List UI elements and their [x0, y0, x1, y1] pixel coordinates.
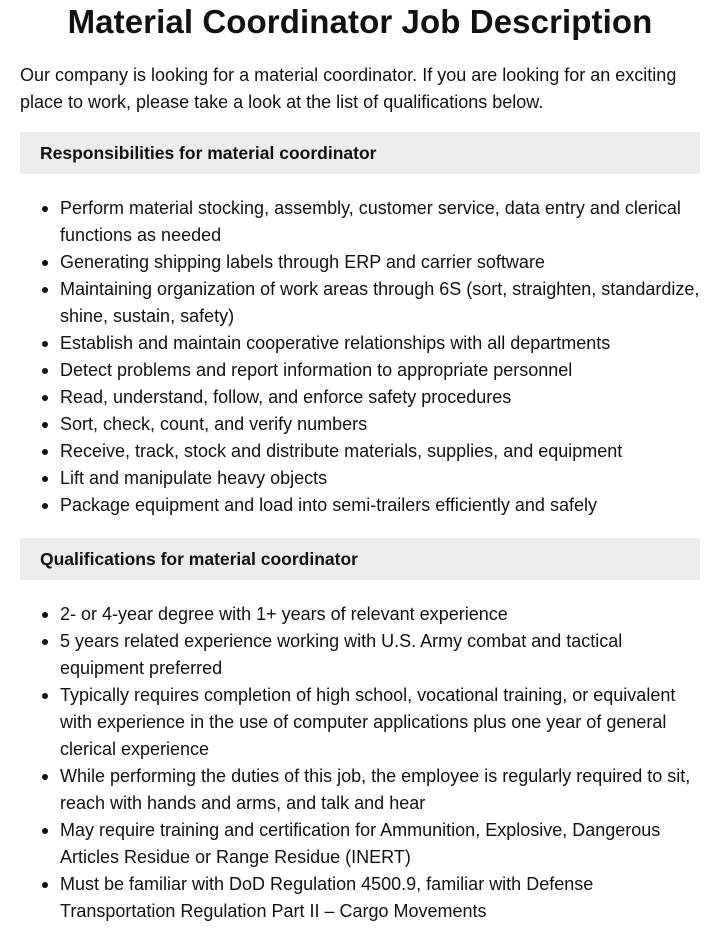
list-item: Read, understand, follow, and enforce safety procedures [20, 384, 700, 411]
responsibilities-heading: Responsibilities for material coordinator [20, 132, 700, 174]
list-item: Maintaining organization of work areas through 6S (sort, straighten, standardize, shine, sustain, safety) [20, 276, 700, 330]
list-item: Receive, track, stock and distribute materials, supplies, and equipment [20, 438, 700, 465]
list-item: Typically requires completion of high school, vocational training, or equivalent with experience in the use of computer applications plus one year of general clerical experience [20, 682, 700, 763]
list-item: 5 years related experience working with U.S. Army combat and tactical equipment preferred [20, 628, 700, 682]
responsibilities-list [20, 195, 700, 519]
list-item: Detect problems and report information to appropriate personnel [20, 357, 700, 384]
list-item: Sort, check, count, and verify numbers [20, 411, 700, 438]
section-spacer [20, 519, 700, 538]
page-title: Material Coordinator Job Description [67, 3, 653, 40]
list-item: Package equipment and load into semi-trailers efficiently and safely [20, 492, 700, 519]
list-item: 2- or 4-year degree with 1+ years of relevant experience [20, 601, 700, 628]
list-item: May require training and certification for Ammunition, Explosive, Dangerous Articles Residue or Range Residue (INERT) [20, 817, 700, 871]
qualifications-list [20, 601, 700, 925]
qualifications-heading: Qualifications for material coordinator [20, 538, 700, 580]
list-item: Generating shipping labels through ERP and carrier software [20, 249, 700, 276]
list-item: Lift and manipulate heavy objects [20, 465, 700, 492]
list-item: Perform material stocking, assembly, customer service, data entry and clerical functions as needed [20, 195, 700, 249]
list-item: Must be familiar with DoD Regulation 4500.9, familiar with Defense Transportation Regulation Part II – Cargo Movements [20, 871, 700, 925]
intro-paragraph: Our company is looking for a material coordinator. If you are looking for an exciting place to work, please take a look at the list of qualifications below. [20, 65, 677, 112]
list-item: While performing the duties of this job, the employee is regularly required to sit, reach with hands and arms, and talk and hear [20, 763, 700, 817]
list-item: Establish and maintain cooperative relationships with all departments [20, 330, 700, 357]
